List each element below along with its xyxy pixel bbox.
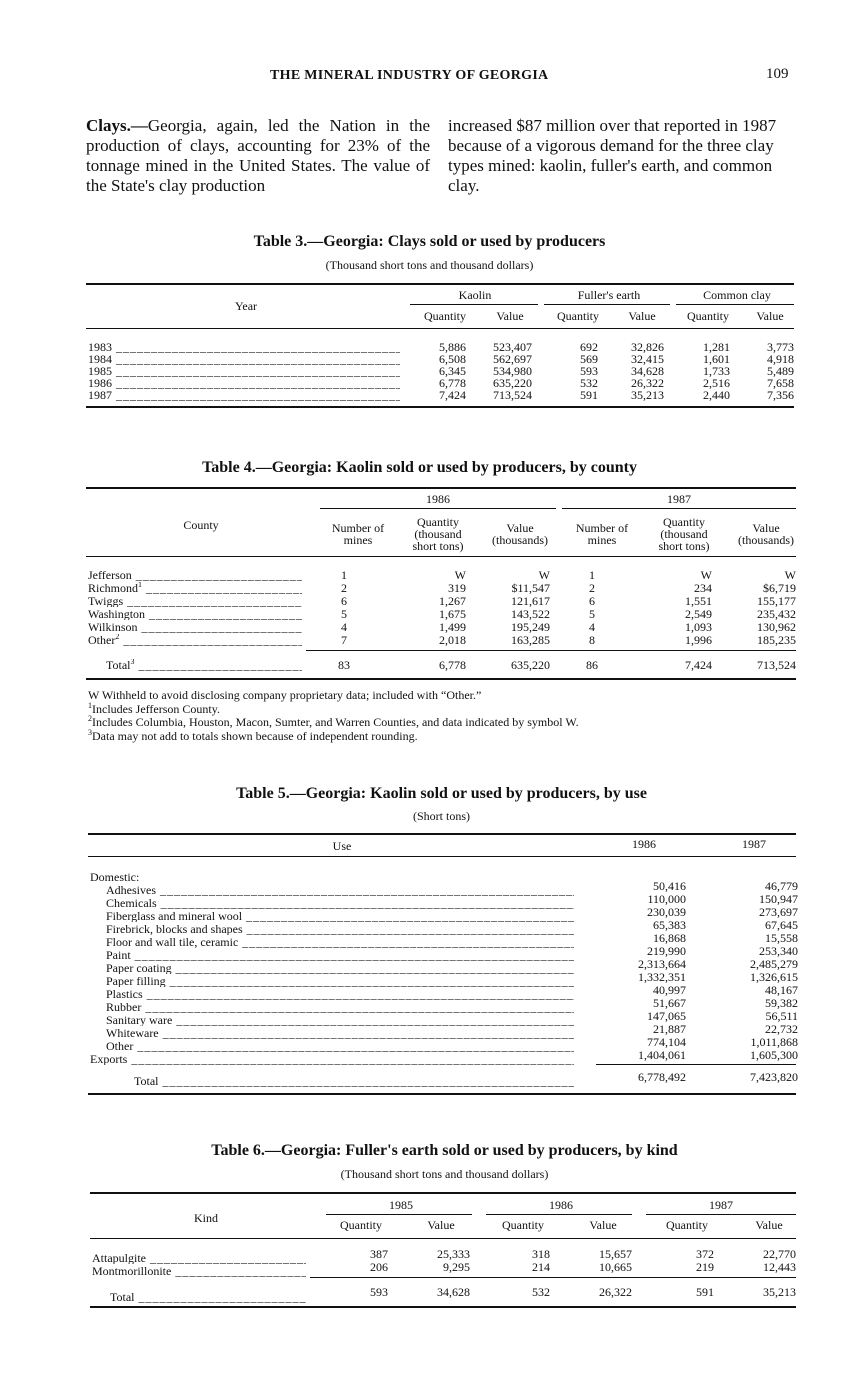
table-cell: 6,508 bbox=[439, 352, 466, 366]
table-3-year: 1987 _____ bbox=[88, 389, 400, 401]
table-5-top-rule bbox=[88, 833, 796, 835]
table-cell: 532 bbox=[580, 376, 598, 390]
intro-right-column: increased $87 million over that reported in 1987 because of a vigorous demand for the three clay types mined: kaolin, fuller's earth, and common clay. bbox=[448, 116, 777, 195]
table-cell: 273,697 bbox=[759, 905, 798, 919]
table-cell: 1,281 bbox=[703, 340, 730, 354]
table-cell: 387 bbox=[370, 1247, 388, 1261]
table-5-domestic-label: Domestic: bbox=[90, 870, 140, 884]
table-cell: 1,996 bbox=[685, 633, 712, 647]
table-cell: 713,524 bbox=[757, 658, 796, 672]
table-cell: 774,104 bbox=[647, 1035, 686, 1049]
table-5-use: Rubber _____ bbox=[106, 1001, 574, 1013]
table-5-year-header: 1987 bbox=[742, 837, 766, 851]
table-3-group-rule bbox=[544, 304, 670, 305]
intro-lead: Clays.— bbox=[86, 116, 148, 135]
table-6-subheader: Value bbox=[427, 1218, 455, 1232]
table-cell: 1,332,351 bbox=[638, 970, 686, 984]
running-title: THE MINERAL INDUSTRY OF GEORGIA bbox=[270, 68, 549, 83]
table-cell: 1 bbox=[589, 568, 595, 582]
table-4-total-label: Total$^3$ _____ bbox=[106, 659, 302, 671]
table-cell: 1,267 bbox=[439, 594, 466, 608]
table-cell: 4 bbox=[341, 620, 347, 634]
table-cell: 591 bbox=[696, 1285, 714, 1299]
table-4-group-rule bbox=[562, 508, 796, 509]
table-cell: 25,333 bbox=[437, 1247, 470, 1261]
table-cell: 2 bbox=[589, 581, 595, 595]
table-cell: 214 bbox=[532, 1260, 550, 1274]
table-cell: 121,617 bbox=[511, 594, 550, 608]
table-4-county: Other$^2$ _____ bbox=[88, 634, 302, 646]
table-3-year: 1983 _____ bbox=[88, 341, 400, 353]
table-cell: 5,886 bbox=[439, 340, 466, 354]
table-cell: 35,213 bbox=[631, 388, 664, 402]
table-3-subheader: Quantity bbox=[687, 309, 729, 323]
table-cell: 534,980 bbox=[493, 364, 532, 378]
table-6-subheader: Quantity bbox=[502, 1218, 544, 1232]
table-3-subheader: Value bbox=[628, 309, 656, 323]
table-cell: 195,249 bbox=[511, 620, 550, 634]
table-4-county: Wilkinson _____ bbox=[88, 621, 302, 633]
table-4-county: Jefferson _____ bbox=[88, 569, 302, 581]
table-cell: 185,235 bbox=[757, 633, 796, 647]
table-5-bottom-rule bbox=[88, 1093, 796, 1095]
table-cell: 2,549 bbox=[685, 607, 712, 621]
table-cell: 32,826 bbox=[631, 340, 664, 354]
table-4-year-header: 1986 bbox=[426, 492, 450, 506]
table-4-county: Twiggs _____ bbox=[88, 595, 302, 607]
table-6-top-rule bbox=[90, 1192, 796, 1194]
table-cell: 110,000 bbox=[647, 892, 686, 906]
table-4-subheader: Value (thousands) bbox=[492, 521, 548, 547]
table-cell: 562,697 bbox=[493, 352, 532, 366]
table-3-subheader: Quantity bbox=[557, 309, 599, 323]
table-6-group-rule bbox=[326, 1214, 472, 1215]
table-4-county-header: County bbox=[183, 518, 219, 532]
table-3-group-common: Common clay bbox=[703, 288, 771, 302]
table-cell: 83 bbox=[338, 658, 350, 672]
table-cell: 219,990 bbox=[647, 944, 686, 958]
table-4-subheader: Quantity (thousand short tons) bbox=[412, 515, 464, 553]
table-cell: 713,524 bbox=[493, 388, 532, 402]
table-cell: 593 bbox=[580, 364, 598, 378]
table-3-year: 1984 _____ bbox=[88, 353, 400, 365]
table-cell: 15,558 bbox=[765, 931, 798, 945]
table-cell: 22,770 bbox=[763, 1247, 796, 1261]
table-cell: 32,415 bbox=[631, 352, 664, 366]
table-cell: 35,213 bbox=[763, 1285, 796, 1299]
table-cell: 253,340 bbox=[759, 944, 798, 958]
table-cell: 67,645 bbox=[765, 918, 798, 932]
table-cell: 2,018 bbox=[439, 633, 466, 647]
table-4-county: Richmond$^1$ _____ bbox=[88, 582, 302, 594]
table-cell: 6,778,492 bbox=[638, 1070, 686, 1084]
table-3-header-rule bbox=[86, 328, 794, 329]
table-cell: W bbox=[700, 568, 712, 582]
table-6-year-header: 1987 bbox=[709, 1198, 733, 1212]
table-cell: 318 bbox=[532, 1247, 550, 1261]
table-3-group-fullers: Fuller's earth bbox=[577, 288, 641, 302]
table-6-kind: Montmorillonite _____ bbox=[92, 1265, 306, 1277]
table-6-subtitle: (Thousand short tons and thousand dollars) bbox=[340, 1167, 549, 1181]
table-cell: 10,665 bbox=[599, 1260, 632, 1274]
table-5-use: Exports _____ bbox=[90, 1053, 574, 1065]
table-cell: 12,443 bbox=[763, 1260, 796, 1274]
table-3-year: 1986 _____ bbox=[88, 377, 400, 389]
table-6-kind: Attapulgite _____ bbox=[92, 1252, 306, 1264]
table-cell: 86 bbox=[586, 658, 598, 672]
table-4-subheader: Number of mines bbox=[575, 521, 629, 547]
table-cell: 7,356 bbox=[767, 388, 794, 402]
table-cell: 6,778 bbox=[439, 658, 466, 672]
table-cell: 319 bbox=[448, 581, 466, 595]
table-cell: 2,440 bbox=[703, 388, 730, 402]
table-6-group-rule bbox=[646, 1214, 796, 1215]
table-4-total-rule bbox=[306, 650, 796, 651]
table-3-bottom-rule bbox=[86, 406, 794, 408]
table-4-title: Table 4.—Georgia: Kaolin sold or used by producers, by county bbox=[202, 459, 637, 476]
table-5-use: Floor and wall tile, ceramic _____ bbox=[106, 936, 574, 948]
table-cell: 2,516 bbox=[703, 376, 730, 390]
table-cell: 56,511 bbox=[765, 1009, 798, 1023]
table-cell: 2 bbox=[341, 581, 347, 595]
table-5-use: Paper filling _____ bbox=[106, 975, 574, 987]
table-cell: $6,719 bbox=[763, 581, 796, 595]
table-6-subheader: Value bbox=[755, 1218, 783, 1232]
table-cell: 523,407 bbox=[493, 340, 532, 354]
table-cell: 1,675 bbox=[439, 607, 466, 621]
table-cell: $11,547 bbox=[511, 581, 550, 595]
table-cell: 7,424 bbox=[685, 658, 712, 672]
table-cell: 1,601 bbox=[703, 352, 730, 366]
table-cell: 591 bbox=[580, 388, 598, 402]
table-cell: 9,295 bbox=[443, 1260, 470, 1274]
table-cell: 46,779 bbox=[765, 879, 798, 893]
table-cell: 1,499 bbox=[439, 620, 466, 634]
table-5-use: Sanitary ware _____ bbox=[106, 1014, 574, 1026]
table-4-year-header: 1987 bbox=[667, 492, 691, 506]
table-cell: 7 bbox=[341, 633, 347, 647]
table-5-use: Other _____ bbox=[106, 1040, 574, 1052]
table-cell: 8 bbox=[589, 633, 595, 647]
table-6-kind-header: Kind bbox=[194, 1211, 218, 1225]
table-3-subheader: Value bbox=[496, 309, 524, 323]
page-number: 109 bbox=[766, 66, 789, 82]
table-5-title: Table 5.—Georgia: Kaolin sold or used by producers, by use bbox=[236, 785, 647, 802]
table-cell: 635,220 bbox=[493, 376, 532, 390]
table-3-year: 1985 _____ bbox=[88, 365, 400, 377]
table-cell: 34,628 bbox=[631, 364, 664, 378]
table-cell: 1,605,300 bbox=[750, 1048, 798, 1062]
table-cell: 219 bbox=[696, 1260, 714, 1274]
table-cell: 147,065 bbox=[647, 1009, 686, 1023]
table-3-title: Table 3.—Georgia: Clays sold or used by producers bbox=[253, 233, 606, 250]
table-cell: 1,551 bbox=[685, 594, 712, 608]
table-cell: 7,423,820 bbox=[750, 1070, 798, 1084]
table-6-year-header: 1985 bbox=[389, 1198, 413, 1212]
table-cell: W bbox=[784, 568, 796, 582]
table-cell: 5,489 bbox=[767, 364, 794, 378]
table-cell: 7,424 bbox=[439, 388, 466, 402]
table-cell: 2,485,279 bbox=[750, 957, 798, 971]
table-6-subheader: Quantity bbox=[340, 1218, 382, 1232]
table-6-title: Table 6.—Georgia: Fuller's earth sold or used by producers, by kind bbox=[211, 1142, 678, 1159]
table-6-group-rule bbox=[486, 1214, 632, 1215]
table-cell: 6 bbox=[341, 594, 347, 608]
table-cell: 372 bbox=[696, 1247, 714, 1261]
table-cell: 163,285 bbox=[511, 633, 550, 647]
table-cell: 1,326,615 bbox=[750, 970, 798, 984]
table-5-use: Paint _____ bbox=[106, 949, 574, 961]
table-cell: 1,404,061 bbox=[638, 1048, 686, 1062]
table-4-footnote: $^3$Data may not add to totals shown because of independent rounding. bbox=[88, 728, 418, 743]
table-cell: 593 bbox=[370, 1285, 388, 1299]
table-cell: 50,416 bbox=[653, 879, 686, 893]
page-header bbox=[0, 66, 859, 90]
table-cell: 40,997 bbox=[653, 983, 686, 997]
table-cell: 6,778 bbox=[439, 376, 466, 390]
table-3-subheader: Quantity bbox=[424, 309, 466, 323]
table-5-use: Paper coating _____ bbox=[106, 962, 574, 974]
table-cell: 2,313,664 bbox=[638, 957, 686, 971]
table-cell: 635,220 bbox=[511, 658, 550, 672]
table-cell: 3,773 bbox=[767, 340, 794, 354]
table-cell: 532 bbox=[532, 1285, 550, 1299]
table-cell: 1,093 bbox=[685, 620, 712, 634]
table-cell: 5 bbox=[589, 607, 595, 621]
table-cell: 155,177 bbox=[757, 594, 796, 608]
table-4-footnote: $^1$Includes Jefferson County. bbox=[88, 701, 220, 716]
table-4-header-rule bbox=[86, 556, 796, 557]
table-4-subheader: Value (thousands) bbox=[738, 521, 794, 547]
table-3-group-rule bbox=[676, 304, 794, 305]
table-5-subtitle: (Short tons) bbox=[413, 809, 470, 823]
table-5-use: Whiteware _____ bbox=[106, 1027, 574, 1039]
table-cell: 4,918 bbox=[767, 352, 794, 366]
table-6-bottom-rule bbox=[90, 1306, 796, 1308]
table-cell: 26,322 bbox=[599, 1285, 632, 1299]
table-cell: 59,382 bbox=[765, 996, 798, 1010]
table-cell: 26,322 bbox=[631, 376, 664, 390]
table-5-use: Adhesives _____ bbox=[106, 884, 574, 896]
table-5-use: Fiberglass and mineral wool _____ bbox=[106, 910, 574, 922]
table-cell: 16,868 bbox=[653, 931, 686, 945]
table-cell: W bbox=[454, 568, 466, 582]
table-3-subheader: Value bbox=[756, 309, 784, 323]
table-cell: 230,039 bbox=[647, 905, 686, 919]
table-cell: 1,011,868 bbox=[750, 1035, 798, 1049]
table-cell: 21,887 bbox=[653, 1022, 686, 1036]
table-cell: 143,522 bbox=[511, 607, 550, 621]
table-5-total-rule bbox=[596, 1064, 796, 1065]
intro-left-text: Georgia, again, led the Nation in the production of clays, accounting for 23% of the tonnage mined in the United States. The value of the State's clay production bbox=[86, 116, 430, 195]
table-cell: 130,962 bbox=[757, 620, 796, 634]
table-3-group-rule bbox=[410, 304, 538, 305]
table-5-use-header: Use bbox=[332, 839, 352, 853]
table-5-use: Chemicals _____ bbox=[106, 897, 574, 909]
table-cell: 5 bbox=[341, 607, 347, 621]
table-6-header-rule bbox=[90, 1238, 796, 1239]
table-4-group-rule bbox=[320, 508, 556, 509]
table-cell: 150,947 bbox=[759, 892, 798, 906]
table-cell: 692 bbox=[580, 340, 598, 354]
table-cell: 6,345 bbox=[439, 364, 466, 378]
table-4-footnote: W Withheld to avoid disclosing company proprietary data; included with “Other.” bbox=[88, 688, 482, 702]
table-5-total-label: Total _____ bbox=[134, 1075, 574, 1087]
table-cell: 6 bbox=[589, 594, 595, 608]
table-cell: 34,628 bbox=[437, 1285, 470, 1299]
table-cell: 235,432 bbox=[757, 607, 796, 621]
table-3-year-header: Year bbox=[234, 299, 258, 313]
table-cell: 1,733 bbox=[703, 364, 730, 378]
table-4-footnote: $^2$Includes Columbia, Houston, Macon, Sumter, and Warren Counties, and data indicated by symbol W. bbox=[88, 714, 579, 729]
table-6-total-rule bbox=[310, 1277, 796, 1278]
table-3-top-rule bbox=[86, 283, 794, 285]
table-6-total-label: Total _____ bbox=[110, 1291, 306, 1303]
table-cell: W bbox=[538, 568, 550, 582]
table-cell: 48,167 bbox=[765, 983, 798, 997]
table-cell: 234 bbox=[694, 581, 712, 595]
intro-left-column bbox=[86, 116, 430, 196]
table-5-use: Firebrick, blocks and shapes _____ bbox=[106, 923, 574, 935]
table-cell: 4 bbox=[589, 620, 595, 634]
table-5-use: Plastics _____ bbox=[106, 988, 574, 1000]
table-4-bottom-rule bbox=[86, 678, 796, 680]
table-cell: 22,732 bbox=[765, 1022, 798, 1036]
table-4-subheader: Number of mines bbox=[331, 521, 385, 547]
table-4-subheader: Quantity (thousand short tons) bbox=[658, 515, 710, 553]
table-6-subheader: Quantity bbox=[666, 1218, 708, 1232]
table-5-header-rule bbox=[88, 856, 796, 857]
table-cell: 569 bbox=[580, 352, 598, 366]
table-5-year-header: 1986 bbox=[632, 837, 656, 851]
table-cell: 7,658 bbox=[767, 376, 794, 390]
table-cell: 65,383 bbox=[653, 918, 686, 932]
table-3-group-kaolin: Kaolin bbox=[458, 288, 492, 302]
table-cell: 15,657 bbox=[599, 1247, 632, 1261]
table-4-county: Washington _____ bbox=[88, 608, 302, 620]
table-6-subheader: Value bbox=[589, 1218, 617, 1232]
table-cell: 1 bbox=[341, 568, 347, 582]
table-cell: 206 bbox=[370, 1260, 388, 1274]
table-6-year-header: 1986 bbox=[549, 1198, 573, 1212]
table-cell: 51,667 bbox=[653, 996, 686, 1010]
table-3-subtitle: (Thousand short tons and thousand dollars) bbox=[325, 258, 534, 272]
table-4-top-rule bbox=[86, 487, 796, 489]
